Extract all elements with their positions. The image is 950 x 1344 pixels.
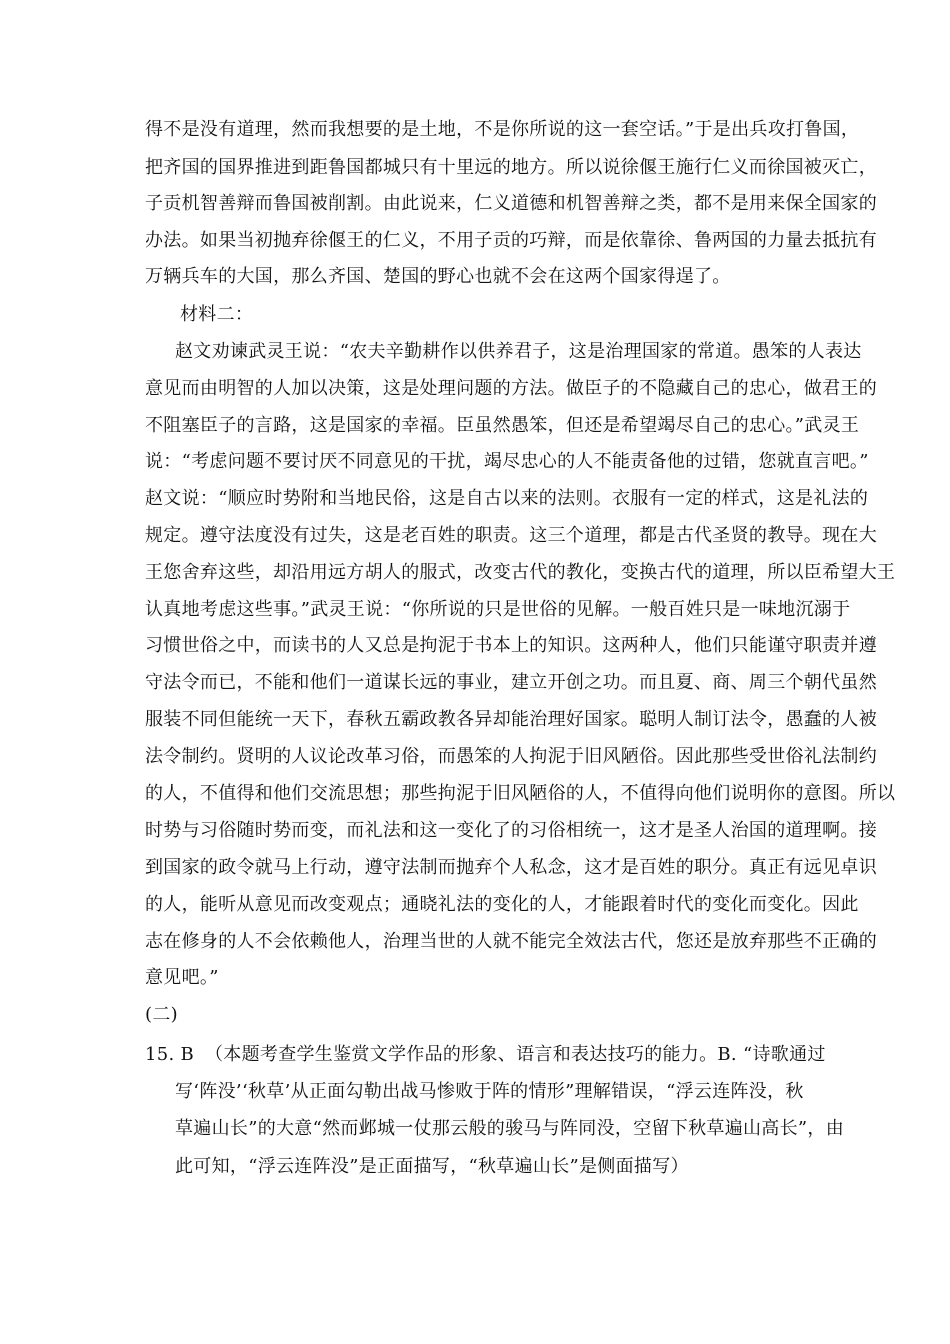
section-label: (二) bbox=[145, 1004, 178, 1025]
material-two-line: 认真地考虑这些事。”武灵王说：“你所说的只是世俗的见解。一般百姓只是一味地沉溺于 bbox=[145, 599, 851, 620]
material-two-line: 时势与习俗随时势而变，而礼法和这一变化了的习俗相统一，这才是圣人治国的道理啊。接 bbox=[145, 820, 877, 841]
material-two-line: 王您舍弃这些，却沿用远方胡人的服式，改变古代的教化，变换古代的道理，所以臣希望大王 bbox=[145, 562, 896, 583]
material-two-line: 服装不同但能统一天下，春秋五霸政教各异却能治理好国家。聪明人制订法令，愚蠢的人被 bbox=[145, 709, 877, 730]
question-15-explanation-line: 写‘阵没’‘秋草’从正面勾勒出战马惨败于阵的情形”理解错误，“浮云连阵没，秋 bbox=[175, 1081, 804, 1102]
passage-line: 把齐国的国界推进到距鲁国都城只有十里远的地方。所以说徐偃王施行仁义而徐国被灭亡， bbox=[145, 157, 877, 178]
passage-line: 万辆兵车的大国，那么齐国、楚国的野心也就不会在这两个国家得逞了。 bbox=[145, 266, 731, 287]
material-two-line: 的人，能听从意见而改变观点；通晓礼法的变化的人，才能跟着时代的变化而变化。因此 bbox=[145, 894, 859, 915]
material-two-line: 不阻塞臣子的言路，这是国家的幸福。臣虽然愚笨，但还是希望竭尽自己的忠心。”武灵王 bbox=[145, 415, 860, 436]
material-two-line: 意见而由明智的人加以决策，这是处理问题的方法。做臣子的不隐藏自己的忠心，做君王的 bbox=[145, 378, 877, 399]
passage-line: 办法。如果当初抛弃徐偃王的仁义，不用子贡的巧辩，而是依靠徐、鲁两国的力量去抵抗有 bbox=[145, 230, 877, 251]
material-two-line: 法令制约。贤明的人议论改革习俗，而愚笨的人拘泥于旧风陋俗。因此那些受世俗礼法制约 bbox=[145, 746, 877, 767]
material-two-line: 意见吧。” bbox=[145, 967, 219, 988]
material-two-label: 材料二： bbox=[180, 304, 254, 325]
material-two-line: 说：“考虑问题不要讨厌不同意见的干扰，竭尽忠心的人不能责备他的过错，您就直言吧。” bbox=[145, 451, 869, 472]
material-two-line: 赵文劝谏武灵王说：“农夫辛勤耕作以供养君子，这是治理国家的常道。愚笨的人表达 bbox=[175, 341, 862, 362]
passage-line: 得不是没有道理，然而我想要的是土地，不是你所说的这一套空话。”于是出兵攻打鲁国， bbox=[145, 119, 860, 140]
material-two-line: 守法令而已，不能和他们一道谋长远的事业，建立开创之功。而且夏、商、周三个朝代虽然 bbox=[145, 672, 877, 693]
material-two-line: 志在修身的人不会依赖他人，治理当世的人就不能完全效法古代，您还是放弃那些不正确的 bbox=[145, 931, 877, 952]
question-15-answer: 15. B bbox=[145, 1044, 195, 1065]
passage-line: 子贡机智善辩而鲁国被削割。由此说来，仁义道德和机智善辩之类，都不是用来保全国家的 bbox=[145, 193, 877, 214]
question-15-explanation-line: （本题考查学生鉴赏文学作品的形象、语言和表达技巧的能力。B. “诗歌通过 bbox=[205, 1044, 826, 1065]
material-two-line: 赵文说：“顺应时势附和当地民俗，这是自古以来的法则。衣服有一定的样式，这是礼法的 bbox=[145, 488, 869, 509]
material-two-line: 的人，不值得和他们交流思想；那些拘泥于旧风陋俗的人，不值得向他们说明你的意图。所以 bbox=[145, 783, 896, 804]
material-two-line: 习惯世俗之中，而读书的人又总是拘泥于书本上的知识。这两种人，他们只能谨守职责并遵 bbox=[145, 635, 877, 656]
material-two-line: 规定。遵守法度没有过失，这是老百姓的职责。这三个道理，都是古代圣贤的教导。现在大 bbox=[145, 525, 877, 546]
question-15-explanation-line: 此可知，“浮云连阵没”是正面描写，“秋草遍山长”是侧面描写） bbox=[175, 1156, 689, 1177]
question-15-explanation-line: 草遍山长”的大意“然而邺城一仗那云般的骏马与阵同没，空留下秋草遍山高长”，由 bbox=[175, 1118, 845, 1139]
material-two-line: 到国家的政令就马上行动，遵守法制而抛弃个人私念，这才是百姓的职分。真正有远见卓识 bbox=[145, 857, 877, 878]
